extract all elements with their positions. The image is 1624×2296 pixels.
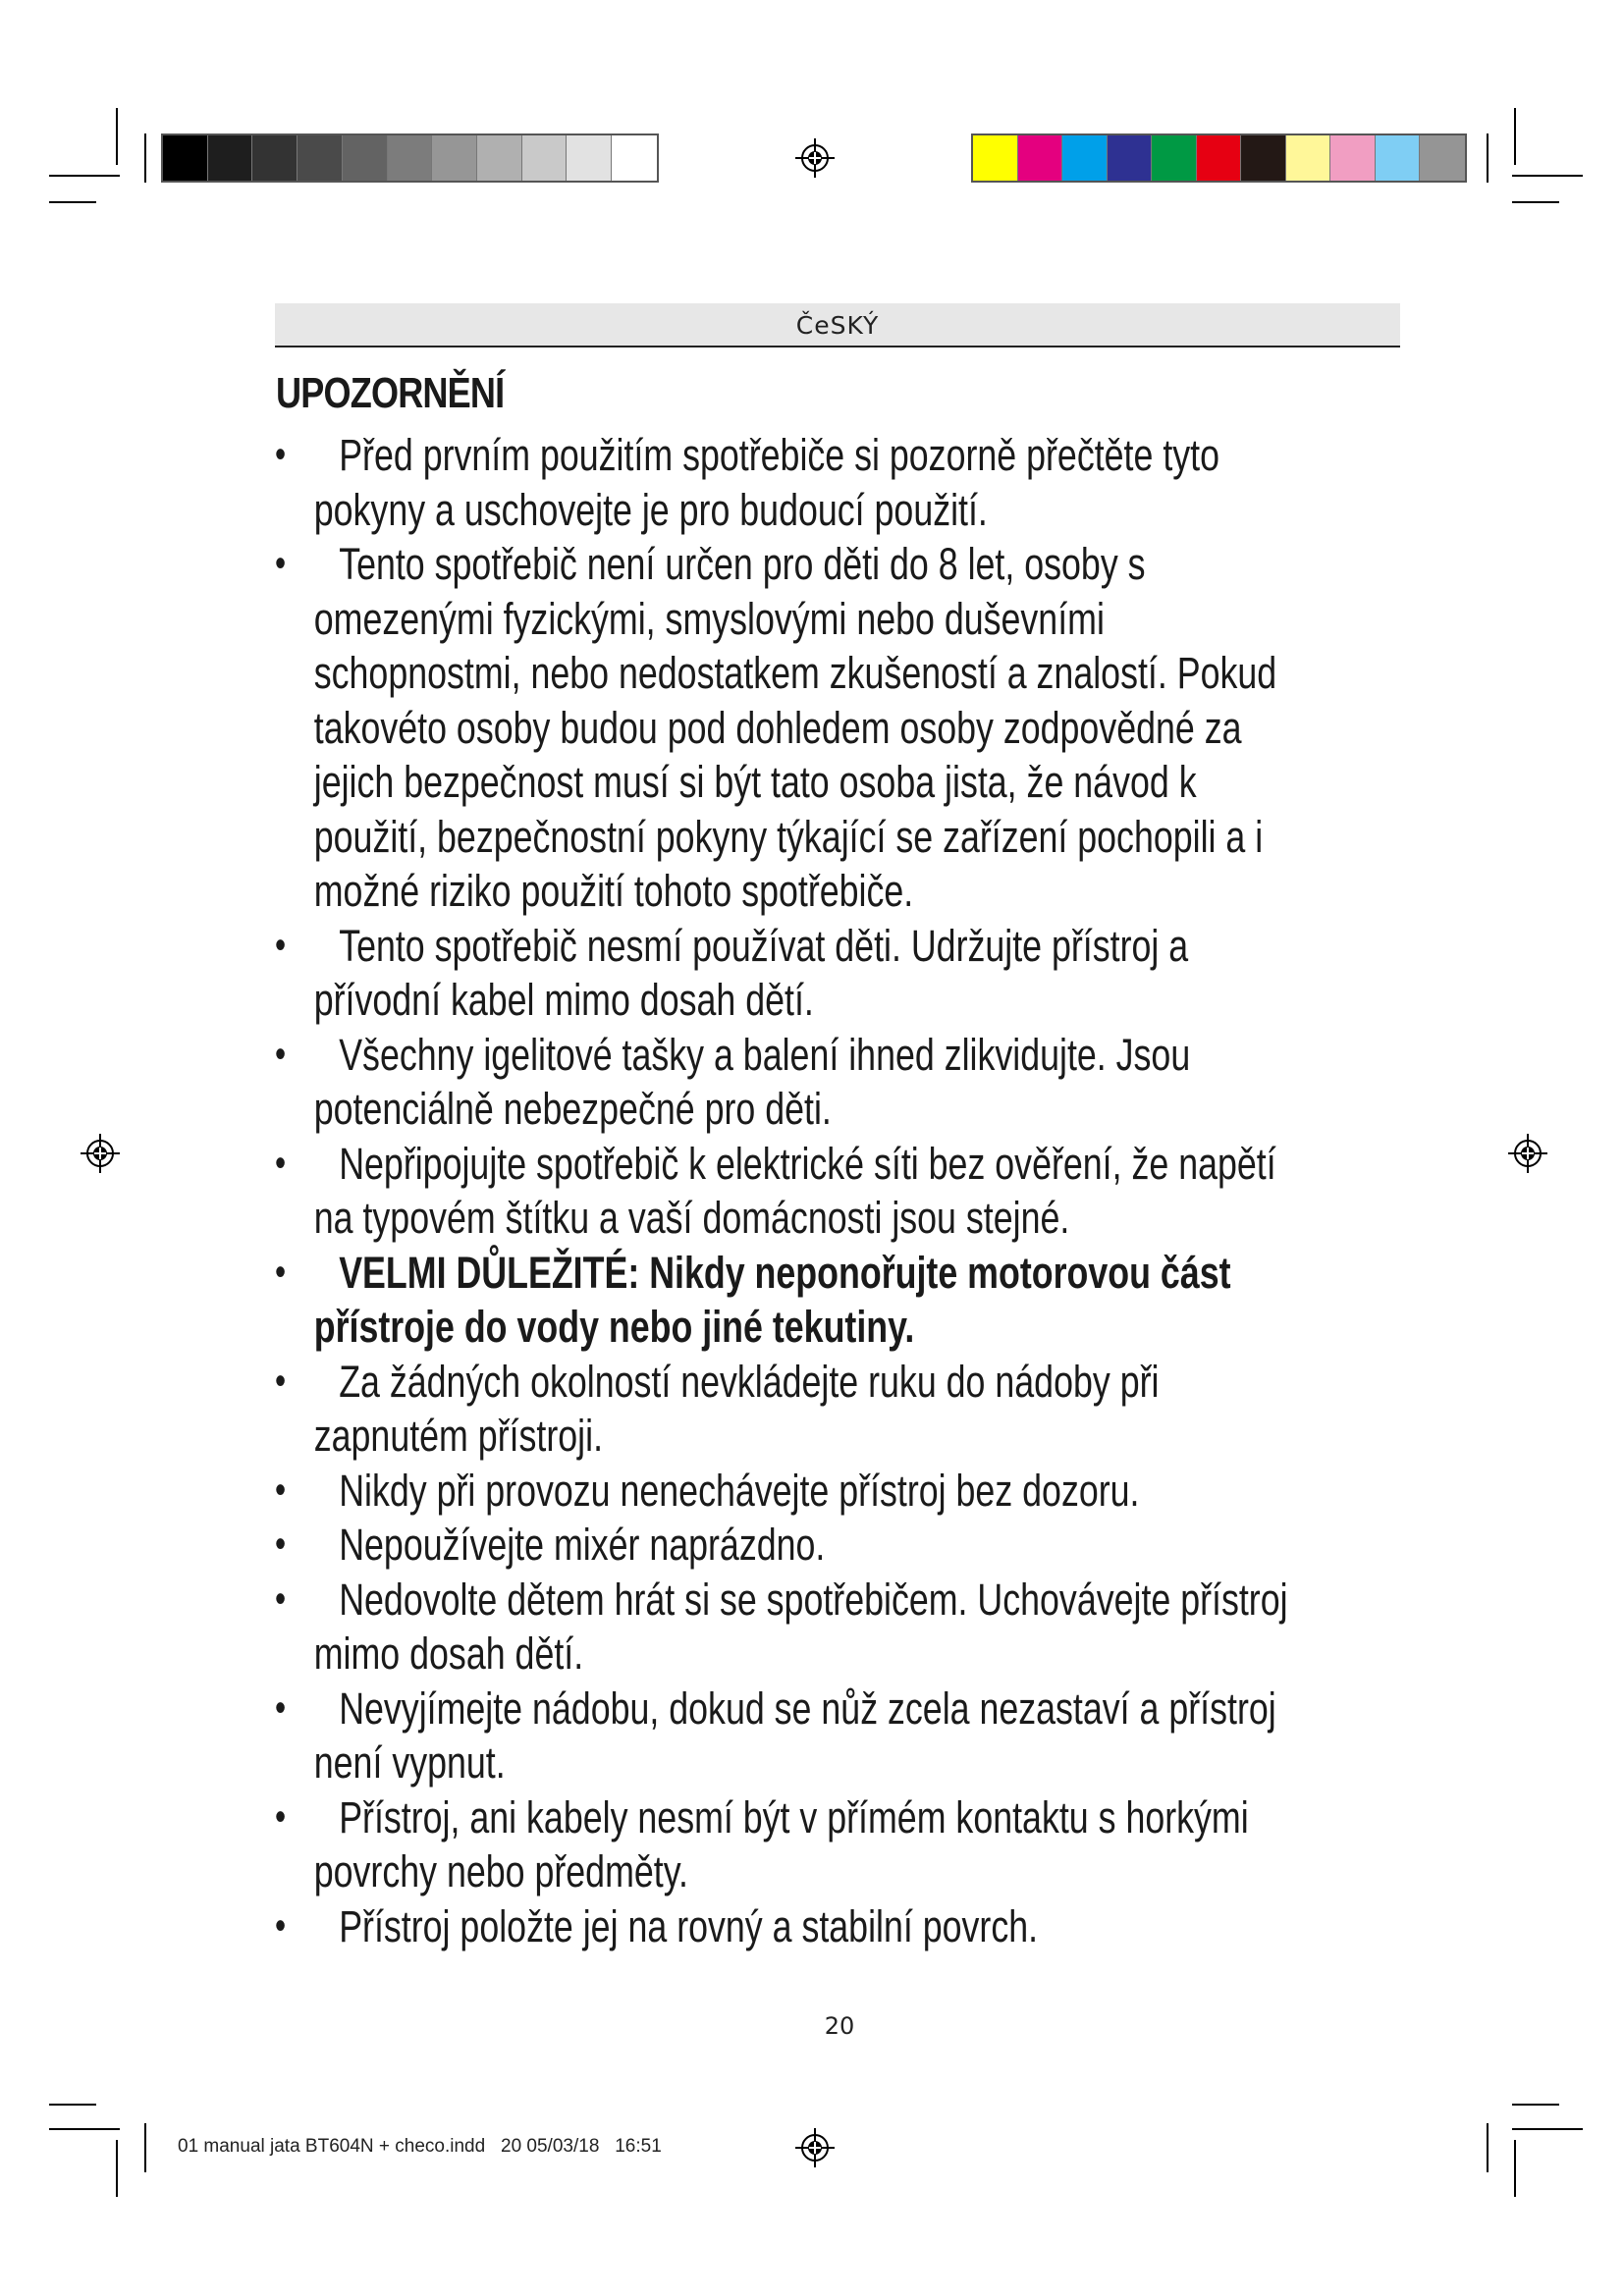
crop-mark <box>144 133 146 183</box>
color-swatch <box>567 135 612 181</box>
color-calibration-bar <box>971 133 1467 183</box>
warnings-list <box>275 428 1290 1953</box>
color-swatch <box>252 135 298 181</box>
color-swatch <box>432 135 477 181</box>
color-swatch <box>388 135 433 181</box>
warning-item <box>275 1137 1290 1246</box>
warning-text: Přístroj, ani kabely nesmí být v přímém kontaktu s horkými povrchy nebo předměty. <box>313 1791 1249 1896</box>
color-swatch <box>1420 135 1465 181</box>
color-swatch <box>973 135 1018 181</box>
warning-item <box>275 1573 1290 1682</box>
warning-item <box>275 1355 1290 1464</box>
warning-item <box>275 1028 1290 1137</box>
crop-mark <box>49 175 120 177</box>
crop-mark <box>116 2140 118 2197</box>
warning-text: Nikdy při provozu nenechávejte přístroj bez dozoru. <box>339 1465 1140 1516</box>
crop-mark <box>49 201 96 203</box>
bullet-icon: • <box>275 1794 287 1839</box>
grayscale-calibration-bar <box>161 133 659 183</box>
bullet-icon: • <box>275 1032 287 1076</box>
warning-text: Nevyjímejte nádobu, dokud se nůž zcela nezastaví a přístroj není vypnut. <box>313 1682 1276 1788</box>
page-number: 20 <box>824 2012 855 2040</box>
crop-mark <box>1487 2123 1489 2172</box>
crop-mark <box>1512 175 1583 177</box>
crop-mark <box>1514 108 1516 165</box>
bullet-icon: • <box>275 1250 287 1294</box>
registration-mark-icon <box>1508 1134 1547 1173</box>
color-swatch <box>1018 135 1063 181</box>
bullet-icon: • <box>275 433 287 476</box>
warning-item <box>275 1246 1290 1355</box>
crop-mark <box>116 108 118 165</box>
warning-text: Tento spotřebič není určen pro děti do 8 let, osoby s omezenými fyzickými, smyslovými nebo duševními schopnostmi, nebo nedostatkem zkušeností a znalostí. Pokud takovéto osoby budou pod dohledem osoby zodpovědné za jejich bezpečnost musí si být tato osoba jista, že návod k použití, bezpečnostní pokyny týkající se zařízení pochopili a i možné riziko použití tohoto spotřebiče. <box>313 539 1277 916</box>
warning-text: Všechny igelitové tašky a balení ihned zlikvidujte. Jsou potenciálně nebezpečné pro děti. <box>313 1029 1191 1134</box>
crop-mark <box>1512 2128 1583 2130</box>
bullet-icon: • <box>275 1903 287 1948</box>
warning-text: Za žádných okolností nevkládejte ruku do nádoby při zapnutém přístroji. <box>313 1356 1160 1461</box>
crop-mark <box>1514 2140 1516 2197</box>
bullet-icon: • <box>275 1141 287 1185</box>
color-swatch <box>1241 135 1286 181</box>
color-swatch <box>1376 135 1421 181</box>
crop-mark <box>1512 2104 1559 2106</box>
registration-mark-icon <box>795 2128 835 2167</box>
warning-item <box>275 1464 1290 1519</box>
crop-mark <box>49 2104 96 2106</box>
warning-item <box>275 537 1290 919</box>
warning-text: Nepřipojujte spotřebič k elektrické síti bez ověření, že napětí na typovém štítku a vaší domácnosti jsou stejné. <box>313 1138 1276 1243</box>
warning-item <box>275 428 1290 537</box>
warning-text: Nedovolte dětem hrát si se spotřebičem. Uchovávejte přístroj mimo dosah dětí. <box>313 1574 1288 1679</box>
color-swatch <box>477 135 522 181</box>
registration-mark-icon <box>795 138 835 178</box>
bullet-icon: • <box>275 542 287 585</box>
color-swatch <box>612 135 657 181</box>
registration-mark-icon <box>81 1134 120 1173</box>
color-swatch <box>1197 135 1242 181</box>
color-swatch <box>298 135 343 181</box>
warning-text: Tento spotřebič nesmí používat děti. Udržujte přístroj a přívodní kabel mimo dosah dětí. <box>313 920 1189 1025</box>
warning-text: VELMI DŮLEŽITÉ: Nikdy neponořujte motorovou část přístroje do vody nebo jiné tekutiny. <box>313 1247 1231 1352</box>
warning-item <box>275 1790 1290 1899</box>
crop-mark <box>1487 133 1489 183</box>
warning-item <box>275 1899 1290 1954</box>
bullet-icon: • <box>275 1468 287 1512</box>
warning-text: Před prvním použitím spotřebiče si pozorně přečtěte tyto pokyny a uschovejte je pro budoucí použití. <box>313 430 1219 535</box>
color-swatch <box>1108 135 1153 181</box>
bullet-icon: • <box>275 1576 287 1621</box>
warning-text: Nepoužívejte mixér naprázdno. <box>339 1520 826 1570</box>
color-swatch <box>163 135 208 181</box>
crop-mark <box>1512 201 1559 203</box>
section-title: UPOZORNĚNÍ <box>276 369 505 417</box>
warning-item <box>275 1518 1290 1573</box>
crop-mark <box>144 2123 146 2172</box>
print-slug: 01 manual jata BT604N + checo.indd 20 05/03/18 16:51 <box>178 2136 662 2157</box>
color-swatch <box>1330 135 1376 181</box>
color-swatch <box>522 135 568 181</box>
bullet-icon: • <box>275 1685 287 1730</box>
bullet-icon: • <box>275 923 287 967</box>
color-swatch <box>1286 135 1331 181</box>
bullet-icon: • <box>275 1522 287 1566</box>
color-swatch <box>343 135 388 181</box>
crop-mark <box>49 2128 120 2130</box>
bullet-icon: • <box>275 1359 287 1403</box>
language-header: ČeSKÝ <box>275 303 1400 347</box>
warning-item <box>275 1682 1290 1790</box>
color-swatch <box>1152 135 1197 181</box>
warning-item <box>275 919 1290 1028</box>
warning-text: Přístroj položte jej na rovný a stabilní povrch. <box>339 1900 1039 1951</box>
color-swatch <box>1062 135 1108 181</box>
color-swatch <box>208 135 253 181</box>
